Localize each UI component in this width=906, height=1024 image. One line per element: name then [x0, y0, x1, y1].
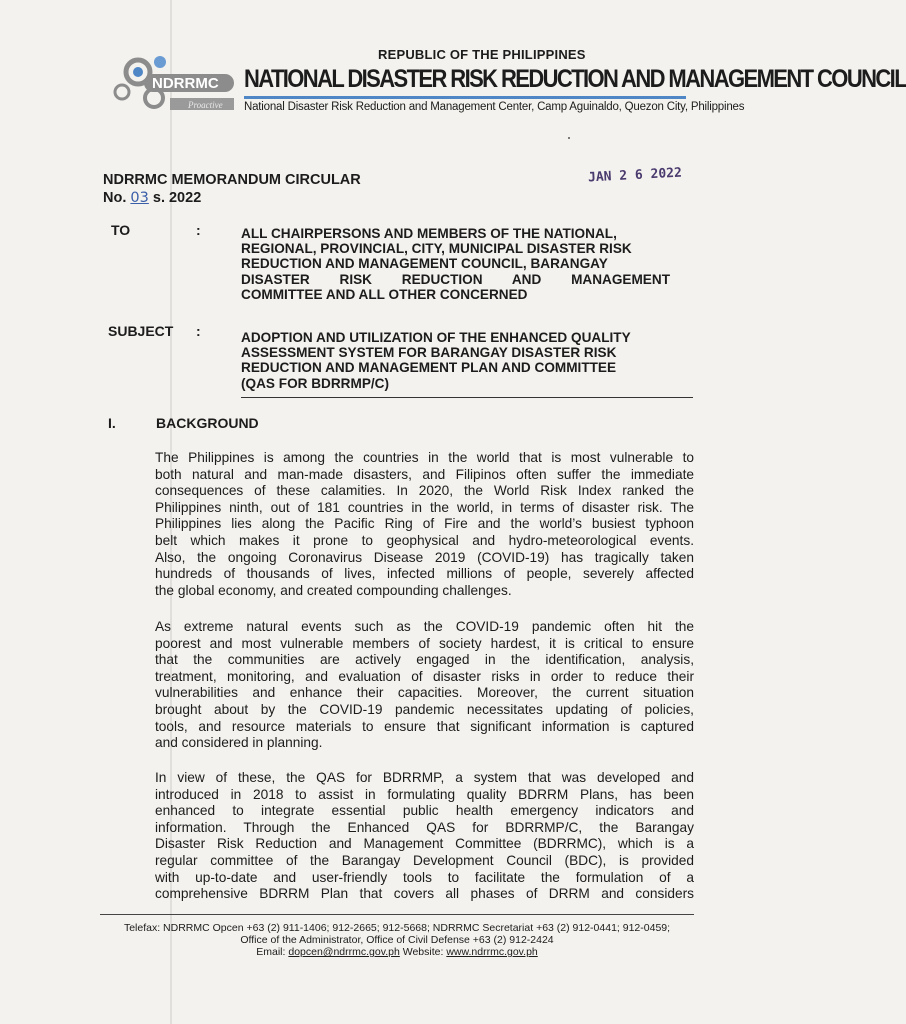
paragraph-line: comprehensive BDRRM Plan that covers all phases of DRRM and considers [155, 886, 694, 902]
paragraph-line: consequences of these calamities. In 2020, the World Risk Index ranked the [155, 483, 694, 499]
subject-underline [241, 397, 693, 398]
subject-line: ASSESSMENT SYSTEM FOR BARANGAY DISASTER RISK [241, 345, 617, 361]
to-line: COMMITTEE AND ALL OTHER CONCERNED [241, 286, 528, 302]
paragraph-line: enhanced to integrate essential public health emergency indicators and [155, 803, 694, 819]
to-recipients [241, 226, 693, 302]
paragraph-line: both natural and man-made disasters, and Filipinos often suffer the immediate [155, 466, 694, 482]
email-link[interactable]: dopcen@ndrrmc.gov.ph [288, 946, 400, 958]
ndrrmc-logo-icon [108, 48, 238, 118]
email-label: Email: [256, 946, 286, 958]
memo-series: s. 2022 [152, 190, 202, 206]
website-label: Website: [402, 946, 444, 958]
subject-text [241, 330, 693, 391]
paragraph-line: regular committee of the Barangay Development Council (BDC), is provided [155, 852, 694, 868]
footer-rule [100, 914, 694, 915]
footer-office: Office of the Administrator, Office of Civil Defense +63 (2) 912-2424 [240, 934, 554, 946]
paragraph-line: poorest and most vulnerable members of society hardest, it is critical to ensure [155, 635, 694, 651]
paragraph-line: In view of these, the QAS for BDRRMP, a system that was developed and [155, 770, 694, 785]
subject-line: REDUCTION AND MANAGEMENT PLAN AND COMMITTEE [241, 360, 617, 376]
to-line: ALL CHAIRPERSONS AND MEMBERS OF THE NATIONAL, [241, 226, 617, 241]
paragraph-line: hundreds of thousands of lives, infected millions of people, severely affected [155, 566, 694, 582]
footer-telefax: Telefax: NDRRMC Opcen +63 (2) 911-1406; 912-2665; 912-5668; NDRRMC Secretariat +63 (2) 912-0441; 912-0459; [123, 922, 671, 934]
subject-line: ADOPTION AND UTILIZATION OF THE ENHANCED QUALITY [241, 330, 631, 345]
section-number: I. [108, 415, 116, 431]
paragraph-line: Also, the ongoing Coronavirus Disease 2019 (COVID-19) has tragically taken [155, 549, 694, 565]
paragraph-line: Philippines ninth, out of 181 countries in the world, in terms of disaster risk. The [155, 499, 694, 515]
section-title: BACKGROUND [156, 415, 259, 431]
paragraph-line: Disaster Risk Reduction and Management Committee (BDRRMC), which is a [155, 836, 694, 852]
paragraph-line: the global economy, and created compounding challenges. [155, 582, 512, 598]
subject-label: SUBJECT [108, 323, 174, 339]
to-line: DISASTER RISK REDUCTION AND MANAGEMENT [241, 271, 670, 287]
paragraph-line: belt which makes it prone to geophysical and hydro-meteorological events. [155, 532, 694, 548]
footer-contact [100, 946, 694, 958]
date-stamp: JAN 2 6 2022 [587, 165, 683, 186]
to-line: REDUCTION AND MANAGEMENT COUNCIL, BARANGAY [241, 256, 608, 272]
to-line: REGIONAL, PROVINCIAL, CITY, MUNICIPAL DISASTER RISK [241, 241, 632, 257]
memo-title: NDRRMC MEMORANDUM CIRCULAR [103, 172, 361, 188]
header-blue-rule [244, 96, 686, 99]
logo-text: NDRRMC [152, 75, 219, 92]
paragraph-line: brought about by the COVID-19 pandemic necessitates updating of policies, [155, 701, 694, 717]
paragraph-line: As extreme natural events such as the COVID-19 pandemic often hit the [155, 619, 694, 634]
center-address: National Disaster Risk Reduction and Management Center, Camp Aguinaldo, Quezon City, Philippines [244, 101, 745, 113]
paragraph-line: treatment, monitoring, and evaluation of disaster risks in order to reduce their [155, 668, 694, 684]
paragraph-1 [155, 450, 694, 599]
to-colon: : [196, 222, 201, 238]
memo-no-label: No. [103, 190, 127, 206]
republic-heading: REPUBLIC OF THE PHILIPPINES [378, 47, 586, 62]
logo-tagline: Proactive [188, 100, 223, 110]
subject-colon: : [196, 323, 201, 339]
paragraph-line: Philippines lies along the Pacific Ring of Fire and the world’s busiest typhoon [155, 516, 694, 532]
paragraph-line: tools, and resource materials to ensure that significant information is captured [155, 718, 694, 734]
to-label: TO [111, 222, 131, 238]
memo-no-value: 03 [130, 190, 149, 206]
memo-number [103, 190, 201, 206]
paragraph-line: that the communities are actively engaged in the identification, analysis, [155, 652, 694, 668]
subject-line: (QAS FOR BDRRMP/C) [241, 375, 390, 391]
paragraph-line: introduced in 2018 to assist in formulating quality BDRRM Plans, has been [155, 786, 694, 802]
council-heading: NATIONAL DISASTER RISK REDUCTION AND MANAGEMENT COUNCIL [244, 64, 906, 93]
paragraph-line: information. Through the Enhanced QAS for BDRRMP/C, the Barangay [155, 819, 694, 835]
website-link[interactable]: www.ndrrmc.gov.ph [446, 946, 538, 958]
paragraph-line: and considered in planning. [155, 735, 323, 751]
paragraph-3 [155, 770, 694, 903]
paragraph-line: The Philippines is among the countries in the world that is most vulnerable to [155, 450, 694, 465]
paragraph-2 [155, 619, 694, 752]
speck [568, 137, 570, 139]
paragraph-line: vulnerabilities and enhance their capacities. Moreover, the current situation [155, 685, 694, 701]
paragraph-line: with up-to-date and user-friendly tools to facilitate the formulation of a [155, 869, 694, 885]
